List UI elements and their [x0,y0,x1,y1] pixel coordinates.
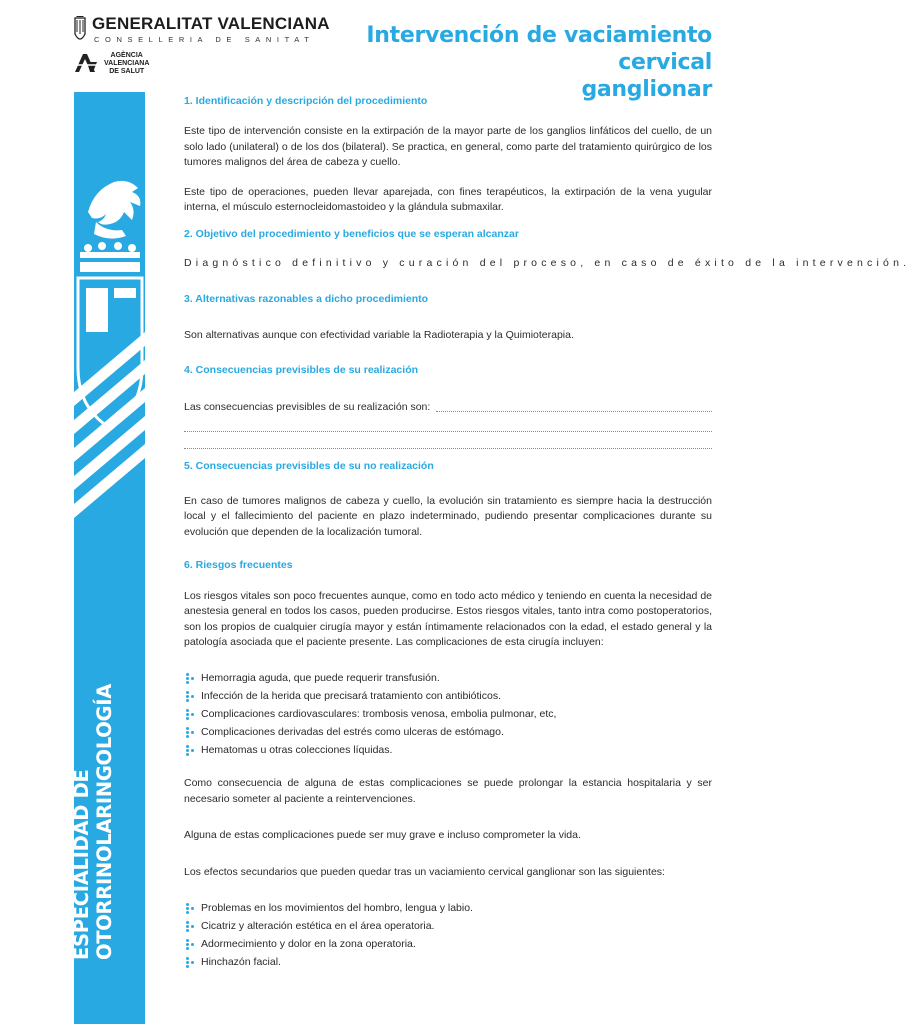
generalitat-logo [74,14,330,50]
list-item-text: Hinchazón facial. [201,956,281,969]
list-item-text: Infección de la herida que precisará tratamiento con antibióticos. [201,689,502,702]
list-item [184,935,712,953]
dotted-line [184,431,712,432]
bullet-dots-icon [184,920,201,932]
bullet-dots-icon [184,902,201,914]
agency-line: VALENCIANA [104,60,150,67]
bullet-dots-icon [184,672,201,684]
paragraph: Este tipo de operaciones, pueden llevar aparejada, con fines terapéuticos, la extirpación de la vena yugular interna, el músculo esternocleidomastoideo y la glándula submaxilar. [184,185,712,214]
document-body [184,92,910,971]
dotted-line [436,411,712,412]
agency-name [104,52,149,76]
side-effects-list [184,899,712,971]
section-heading: 5. Consecuencias previsibles de su no realización [184,459,434,472]
generalitat-crest-icon [74,16,86,44]
paragraph: Este tipo de intervención consiste en la extirpación de la mayor parte de los ganglios linfáticos del cuello, de un solo lado (unilateral) o de los dos (bilateral). Se practica, en general, como parte del tratamiento quirúrgico de los tumores malignos del área de cabeza y cuello. [184,125,712,169]
paragraph: En caso de tumores malignos de cabeza y cuello, la evolución sin tratamiento es siempre hacia la destrucción local y el fallecimiento del paciente en plazo indeterminado, pudiendo presentar complicaciones durante su evolución que dependen de la localización tumoral. [184,494,712,538]
bullet-dots-icon [184,938,201,950]
bullet-dots-icon [184,956,201,968]
paragraph: Diagnóstico definitivo y curación del proceso, en caso de éxito de la intervención. [184,256,910,269]
section-heading: 1. Identificación y descripción del procedimiento [184,95,428,107]
section-heading: 2. Objetivo del procedimiento y beneficios que se esperan alcanzar [184,227,519,240]
list-item [184,687,712,705]
agency-line: DE SALUT [109,68,145,75]
agency-line: AGÈNCIA [110,52,143,59]
agency-logo [74,50,184,80]
list-item [184,705,712,723]
risks-list [184,669,712,759]
list-item-text: Complicaciones cardiovasculares: trombosis venosa, embolia pulmonar, etc, [201,707,557,720]
title-line: ganglionar [581,77,712,102]
list-item-text: Hemorragia aguda, que puede requerir transfusión. [201,671,440,684]
org-department: CONSELLERIA DE SANITAT [94,35,315,44]
paragraph: Son alternativas aunque con efectividad variable la Radioterapia y la Quimioterapia. [184,328,574,341]
bullet-dots-icon [184,708,201,720]
bullet-dots-icon [184,744,201,756]
specialty-label [70,684,116,960]
list-item-text: Complicaciones derivadas del estrés como ulceras de estómago. [201,725,504,738]
list-item-text: Adormecimiento y dolor en la zona operatoria. [201,938,416,951]
specialty-line: ESPECIALIDAD DE [70,769,93,960]
list-item [184,723,712,741]
fill-in-line [184,400,712,416]
document-title [292,22,712,103]
list-item [184,917,712,935]
list-item [184,899,712,917]
paragraph: Los riesgos vitales son poco frecuentes aunque, como en todo acto médico y teniendo en cuenta la necesidad de anestesia general en todos los casos, pueden producirse. Estos riesgos vitales, tanto intra como postoperatorios, son los propios de cualquier cirugía mayor y están íntimamente relacionados con la edad, el estado general y la patología asociada que el paciente presente. Las complicaciones de esta cirugía incluyen: [184,589,712,649]
agency-logo-icon [74,52,98,74]
list-item [184,741,712,759]
valencia-emblem-icon [74,162,145,522]
paragraph: Las consecuencias previsibles de su realización son: [184,401,431,414]
paragraph: Alguna de estas complicaciones puede ser muy grave e incluso comprometer la vida. [184,829,581,842]
paragraph: Los efectos secundarios que pueden quedar tras un vaciamiento cervical ganglionar son las siguientes: [184,865,665,878]
list-item-text: Problemas en los movimientos del hombro, lengua y labio. [201,902,473,915]
list-item-text: Hematomas u otras colecciones líquidas. [201,743,393,756]
section-heading: 3. Alternativas razonables a dicho procedimiento [184,292,429,305]
section-heading: 4. Consecuencias previsibles de su realización [184,364,419,377]
specialty-line: OTORRINOLARINGOLOGÍA [93,684,116,960]
list-item-text: Cicatriz y alteración estética en el área operatoria. [201,920,435,933]
org-name: GENERALITAT VALENCIANA [92,14,330,33]
bullet-dots-icon [184,690,201,702]
section-heading: 6. Riesgos frecuentes [184,558,293,571]
dotted-line [184,448,712,449]
list-item [184,953,712,971]
bullet-dots-icon [184,726,201,738]
title-line: Intervención de vaciamiento cervical [366,23,712,75]
list-item [184,669,712,687]
paragraph: Como consecuencia de alguna de estas complicaciones se puede prolongar la estancia hospitalaria y ser necesario someter al paciente a reintervenciones. [184,776,712,805]
